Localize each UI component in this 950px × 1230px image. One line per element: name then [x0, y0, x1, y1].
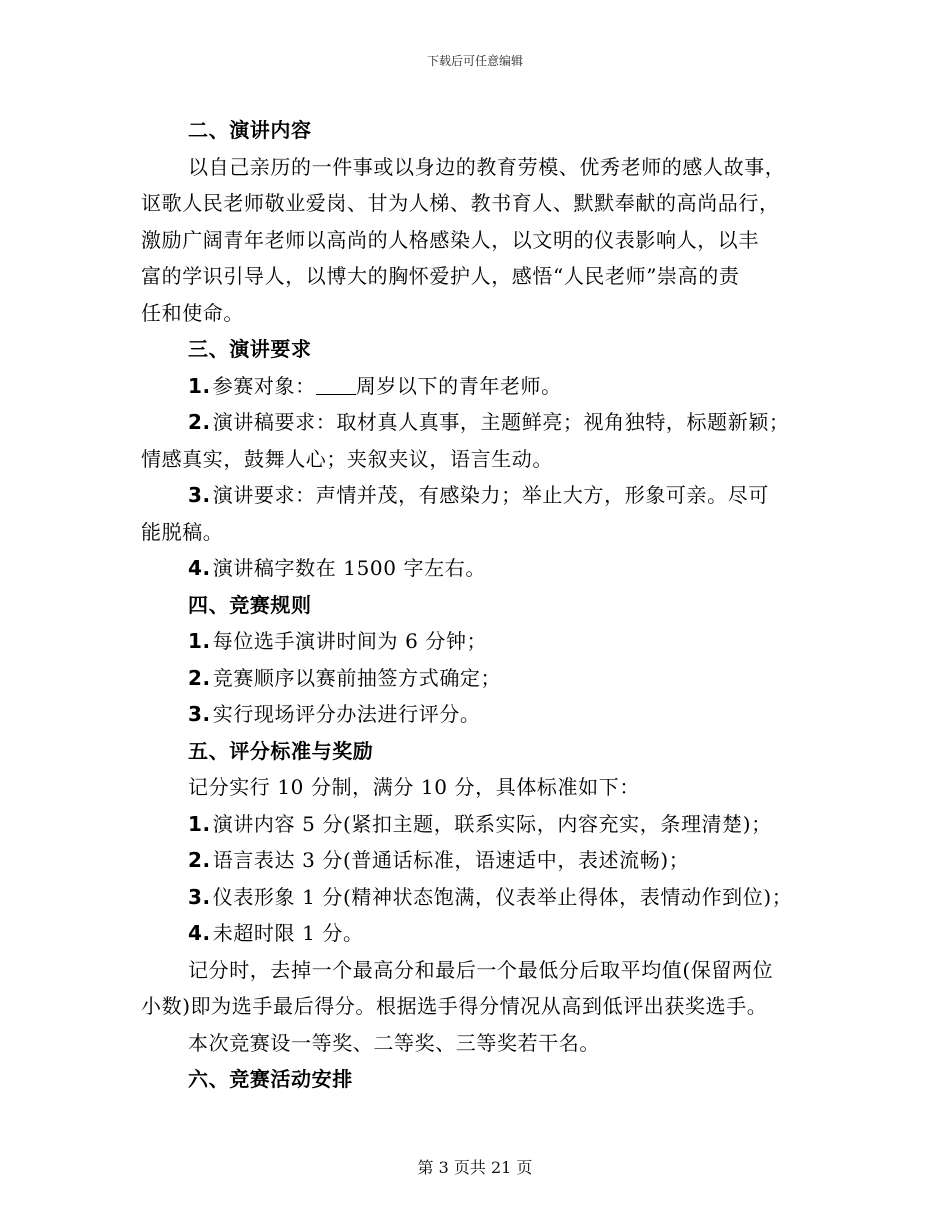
list-item-text: 演讲内容 5 分(紧扣主题，联系实际，内容充实，条理清楚)；	[212, 811, 772, 836]
paragraph-line: 激励广阔青年老师以高尚的人格感染人，以文明的仪表影响人，以丰	[141, 227, 759, 252]
paragraph-line: 讴歌人民老师敬业爱岗、甘为人梯、教书育人、默默奉献的高尚品行，	[141, 191, 780, 215]
list-item	[141, 477, 817, 514]
list-item-number: 1.	[188, 629, 211, 653]
section-heading-scoring-and-awards: 五、评分标准与奖励	[188, 738, 374, 763]
list-item	[141, 879, 817, 916]
list-item	[141, 404, 817, 441]
list-item	[141, 368, 817, 405]
paragraph-line: 小数)即为选手最后得分。根据选手得分情况从高到低评出获奖选手。	[141, 994, 768, 1018]
list-item-text: 未超时限 1 分。	[212, 921, 364, 945]
list-item-text: 竞赛顺序以赛前抽签方式确定；	[212, 665, 502, 690]
section-heading-activity-schedule: 六、竞赛活动安排	[188, 1067, 353, 1091]
list-item	[141, 696, 817, 733]
list-item-text: 参赛对象：	[212, 373, 316, 398]
list-item-number: 1.	[188, 373, 211, 398]
list-item-continuation: 能脱稿。	[141, 519, 224, 544]
list-item	[141, 915, 817, 952]
paragraph-line: 富的学识引导人，以博大的胸怀爱护人，感悟“人民老师”崇高的责	[141, 264, 740, 288]
fill-in-blank	[316, 374, 356, 395]
page-header-note: 下载后可任意编辑	[426, 54, 523, 68]
list-item-text: 实行现场评分办法进行评分。	[212, 702, 481, 726]
list-item-continuation: 情感真实，鼓舞人心；夹叙夹议，语言生动。	[141, 446, 553, 471]
section-heading-competition-rules: 四、竞赛规则	[188, 592, 312, 617]
list-item-number: 3.	[188, 483, 211, 507]
list-item-text: 仪表形象 1 分(精神状态饱满，仪表举止得体，表情动作到位)；	[212, 884, 793, 909]
list-item-text: 演讲稿字数在 1500 字左右。	[212, 556, 486, 580]
paragraph-line: 本次竞赛设一等奖、二等奖、三等奖若干名。	[188, 1030, 600, 1055]
list-item-number: 2.	[188, 410, 211, 434]
list-item	[141, 550, 817, 587]
list-item	[141, 842, 817, 879]
paragraph-line: 记分实行 10 分制，满分 10 分，具体标准如下：	[188, 775, 640, 799]
section-heading-speech-requirements: 三、演讲要求	[188, 337, 312, 361]
list-item-number: 2.	[188, 665, 211, 690]
list-item-number: 2.	[188, 848, 211, 872]
list-item-text: 演讲要求：声情并茂，有感染力；举止大方，形象可亲。尽可	[212, 483, 769, 507]
list-item	[141, 623, 817, 660]
list-item-number: 3.	[188, 884, 211, 909]
page-number: 第 3 页共 21 页	[417, 1158, 533, 1177]
list-item-text: 语言表达 3 分(普通话标准，语速适中，表述流畅)；	[212, 848, 690, 872]
section-heading-speech-content: 二、演讲内容	[188, 118, 312, 142]
document-body	[141, 112, 817, 1098]
list-item	[141, 806, 817, 843]
list-item-text: 周岁以下的青年老师。	[355, 373, 562, 398]
list-item	[141, 660, 817, 697]
list-item-number: 4.	[188, 556, 211, 580]
list-item-number: 1.	[188, 811, 211, 836]
list-item-number: 4.	[188, 921, 211, 945]
list-item-number: 3.	[188, 702, 211, 726]
paragraph-line: 任和使命。	[141, 300, 244, 325]
list-item-text: 每位选手演讲时间为 6 分钟；	[212, 629, 488, 653]
list-item-text: 演讲稿要求：取材真人真事，主题鲜亮；视角独特，标题新颖；	[212, 410, 790, 434]
paragraph-line: 以自己亲历的一件事或以身边的教育劳模、优秀老师的感人故事，	[188, 154, 786, 179]
paragraph-line: 记分时，去掉一个最高分和最后一个最低分后取平均值(保留两位	[188, 957, 774, 982]
